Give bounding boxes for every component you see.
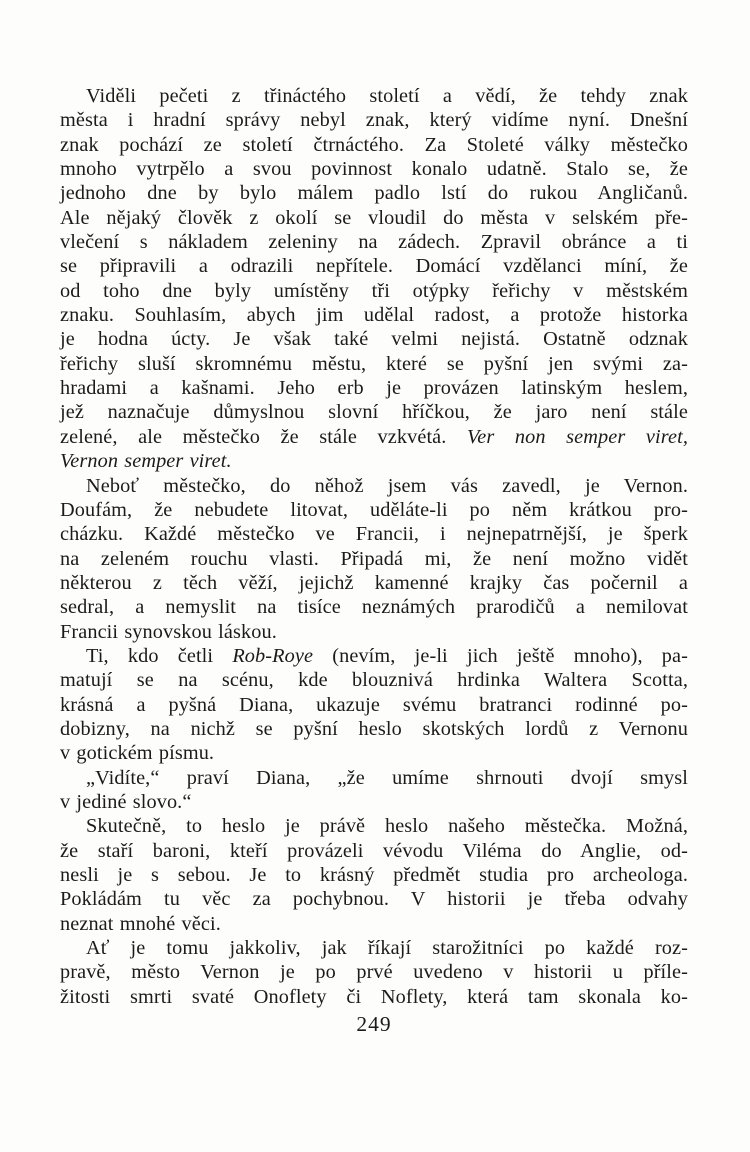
text-run: cházku. Každé městečko ve Francii, i nejnepatrnější, je šperk [60, 523, 688, 546]
text-run: mnoho vytrpělo a svou povinnost konalo udatně. Stalo se, že [60, 158, 688, 181]
text-line [60, 766, 688, 790]
text-line [60, 522, 688, 546]
text-run: znaku. Souhlasím, abych jim udělal radost, a protože historka [60, 304, 688, 327]
text-line [60, 254, 688, 278]
text-line [60, 133, 688, 157]
text-line [60, 790, 688, 814]
text-line [60, 571, 688, 595]
text-line [60, 449, 688, 473]
text-run: znak pochází ze století čtrnáctého. Za Stoleté války městečko [60, 133, 688, 156]
text-line [60, 84, 688, 108]
text-run: Doufám, že nebudete litovat, uděláte-li po něm krátkou pro- [60, 498, 688, 521]
text-line [60, 498, 688, 522]
text-line [60, 303, 688, 327]
text-line [60, 936, 688, 960]
text-line [60, 620, 688, 644]
text-line [60, 985, 688, 1009]
text-line [60, 814, 688, 838]
text-line [60, 717, 688, 741]
text-run: Viděli pečeti z třináctého století a vědí, že tehdy znak [86, 85, 688, 107]
text-run: jednoho dne by bylo málem padlo lstí do rukou Angličanů. [60, 182, 688, 205]
text-run: Francii synovskou láskou. [60, 620, 277, 643]
text-line [60, 157, 688, 181]
italic-text-run: Rob-Roye [232, 644, 314, 667]
text-run: v gotickém písmu. [60, 742, 215, 765]
text-line [60, 108, 688, 132]
text-line [60, 668, 688, 692]
text-run: Ať je tomu jakkoliv, jak říkají starožitníci po každé roz- [86, 937, 688, 960]
text-run: řeřichy sluší skromnému městu, které se pyšní jen svými za- [60, 352, 688, 375]
text-run: některou z těch věží, jejichž kamenné krajky čas počernil a [60, 571, 688, 594]
text-line [60, 693, 688, 717]
text-line [60, 279, 688, 303]
text-run: nesli je s sebou. Je to krásný předmět studia pro archeologa. [60, 864, 688, 886]
text-line [60, 547, 688, 571]
text-line [60, 644, 688, 668]
text-run: Pokládám tu věc za pochybnou. V historii je třeba odvahy [60, 888, 688, 911]
text-run: hradami a kašnami. Jeho erb je provázen latinským heslem, [60, 377, 688, 400]
text-line [60, 912, 688, 936]
text-run: pravě, město Vernon je po prvé uvedeno v historii u příle- [60, 961, 688, 984]
text-line [60, 425, 688, 449]
text-run: jež naznačuje důmyslnou slovní hříčkou, že jaro není stále [60, 401, 688, 424]
text-run: neznat mnohé věci. [60, 912, 221, 935]
text-line [60, 327, 688, 351]
text-run: je hodna úcty. Je však také velmi nejistá. Ostatně odznak [60, 328, 688, 351]
text-line [60, 230, 688, 254]
text-run: v jediné slovo.“ [60, 790, 192, 813]
text-run: sedral, a nemyslit na tisíce neznámých prarodičů a nemilovat [60, 596, 688, 619]
text-line [60, 741, 688, 765]
italic-text-run: Ver non semper viret, [467, 425, 688, 448]
text-line [60, 206, 688, 230]
page-number: 249 [356, 1012, 392, 1036]
text-run: na zeleném rouchu vlasti. Připadá mi, že není možno vidět [60, 547, 688, 570]
text-line [60, 960, 688, 984]
text-line [60, 474, 688, 498]
text-line [60, 400, 688, 424]
text-run: žitosti smrti svaté Onoflety či Noflety, která tam skonala ko- [60, 985, 688, 1008]
text-run: od toho dne byly umístěny tři otýpky řeřichy v městském [60, 279, 688, 302]
text-line [60, 376, 688, 400]
text-run: se připravili a odrazili nepřítele. Domácí vzdělanci míní, že [60, 255, 688, 278]
text-line [60, 352, 688, 376]
text-run: Neboť městečko, do něhož jsem vás zavedl, je Vernon. [86, 474, 688, 497]
text-run: „Vidíte,“ praví Diana, „že umíme shrnouti dvojí smysl [86, 766, 688, 789]
text-run: krásná a pyšná Diana, ukazuje svému bratranci rodinné po- [60, 693, 688, 716]
text-run: Ti, kdo četli [86, 644, 233, 667]
text-run: Skutečně, to heslo je právě heslo našeho městečka. Možná, [86, 815, 688, 838]
text-line [60, 839, 688, 863]
page-text [60, 84, 688, 1009]
text-run: (nevím, je-li jich ještě mnoho), pa- [313, 644, 688, 667]
italic-text-run: Vernon semper viret. [60, 450, 232, 473]
text-run: vlečení s nákladem zeleniny na zádech. Zpravil obránce a ti [60, 231, 688, 254]
text-run: dobizny, na nichž se pyšní heslo skotských lordů z Vernonu [60, 717, 688, 740]
text-run: města i hradní správy nebyl znak, který vidíme nyní. Dnešní [60, 109, 688, 132]
text-run: matují se na scénu, kde blouznivá hrdinka Waltera Scotta, [60, 669, 688, 692]
text-run: Ale nějaký člověk z okolí se vloudil do města v selském pře- [60, 206, 688, 229]
text-run: zelené, ale městečko že stále vzkvétá. [60, 425, 468, 448]
text-line [60, 595, 688, 619]
text-line [60, 863, 688, 887]
text-run: že staří baroni, kteří provázeli vévodu Viléma do Anglie, od- [60, 839, 688, 862]
text-line [60, 887, 688, 911]
text-line [60, 181, 688, 205]
